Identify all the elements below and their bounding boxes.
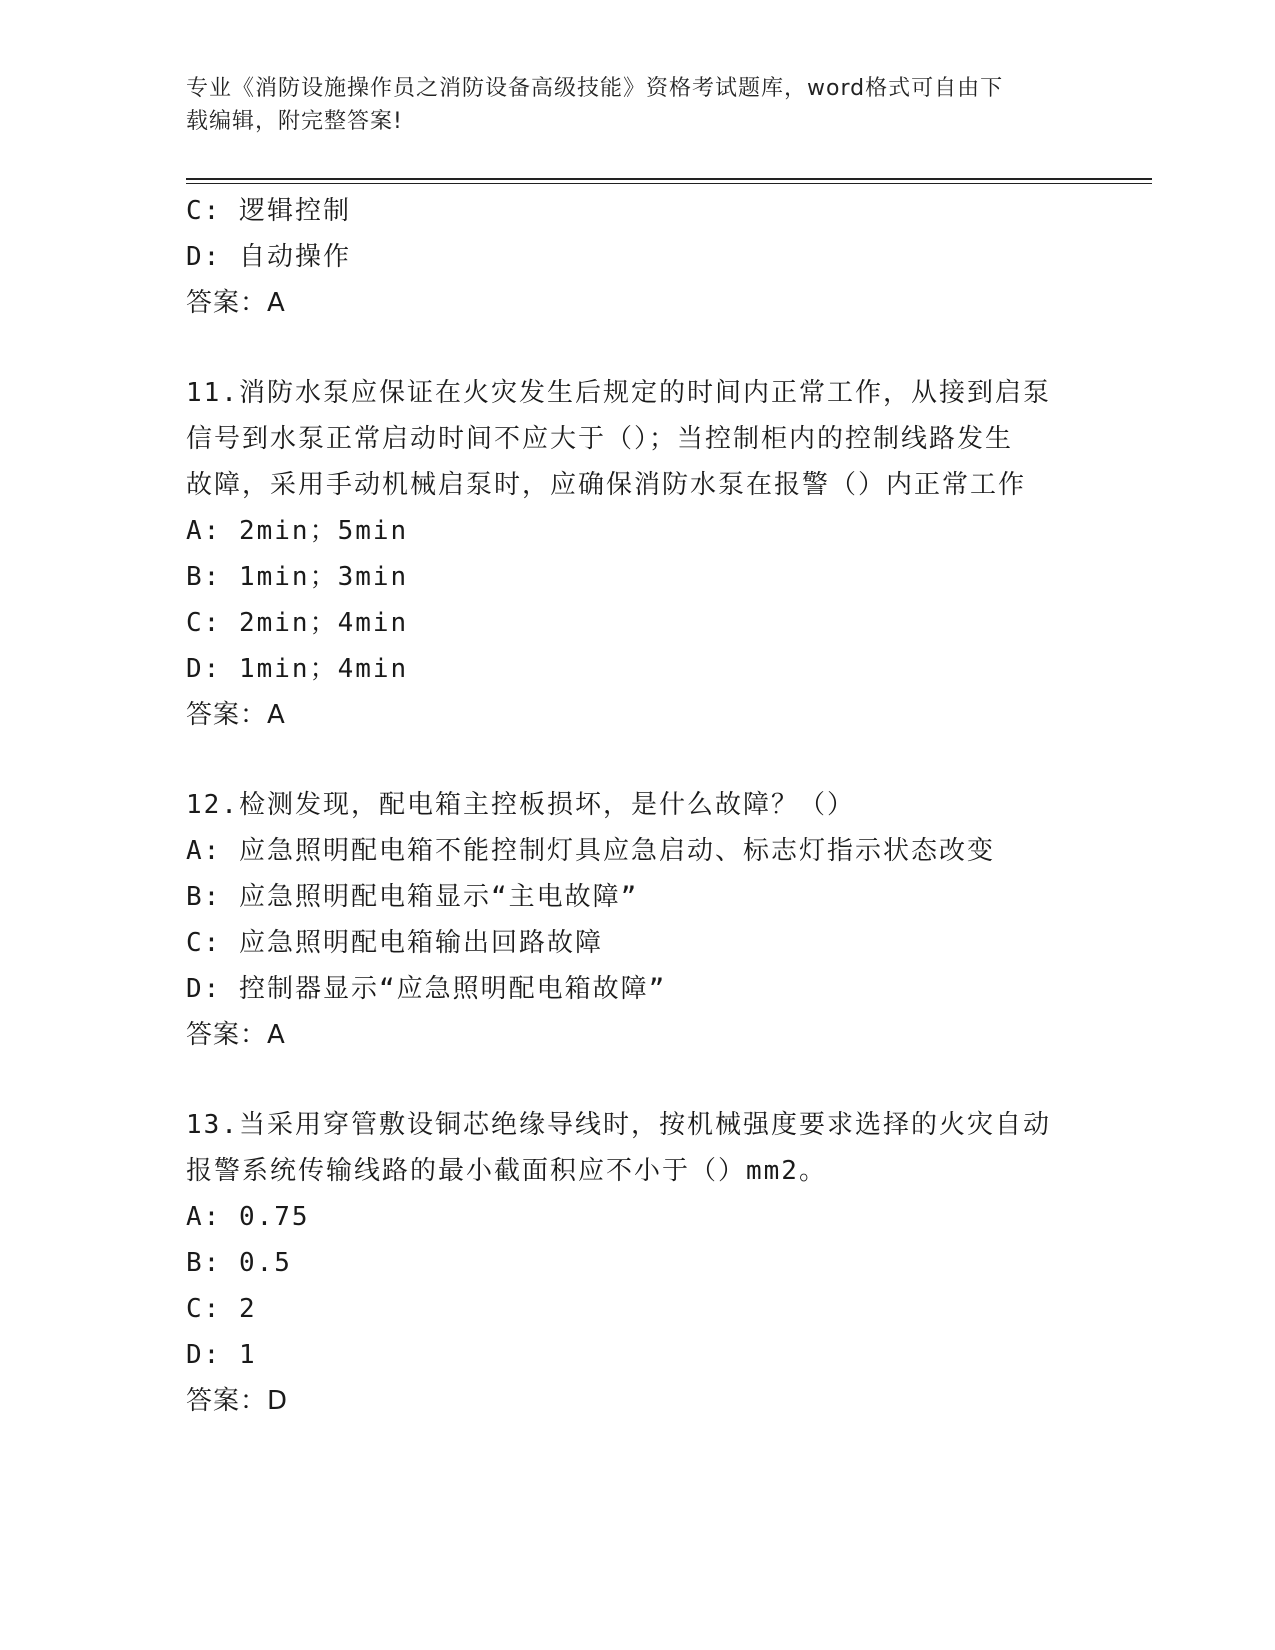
answer-line: 答案：A <box>186 1020 286 1050</box>
question-list <box>186 188 1086 1424</box>
option-a: A: 0.75 <box>186 1202 310 1232</box>
question-12 <box>186 782 1086 1058</box>
answer-line: 答案：A <box>186 700 286 730</box>
answer-line: 答案：D <box>186 1386 289 1416</box>
option-d: D: 1min；4min <box>186 654 409 684</box>
question-stem-line: 信号到水泵正常启动时间不应大于（）；当控制柜内的控制线路发生 <box>186 424 1014 454</box>
question-stem-line: 11.消防水泵应保证在火灾发生后规定的时间内正常工作，从接到启泵 <box>186 378 1051 408</box>
question-stem-line: 13.当采用穿管敷设铜芯绝缘导线时，按机械强度要求选择的火灾自动 <box>186 1110 1051 1140</box>
option-d: D: 控制器显示“应急照明配电箱故障” <box>186 974 667 1004</box>
spacer <box>186 326 1086 370</box>
spacer <box>186 1058 1086 1102</box>
question-11 <box>186 370 1086 738</box>
question-stem-line: 报警系统传输线路的最小截面积应不小于（）mm2。 <box>186 1156 827 1186</box>
option-c: C: 2min；4min <box>186 608 409 638</box>
option-a: A: 2min；5min <box>186 516 409 546</box>
option-c: C: 逻辑控制 <box>186 196 351 226</box>
option-b: B: 1min；3min <box>186 562 409 592</box>
question-13 <box>186 1102 1086 1424</box>
answer-line: 答案：A <box>186 288 286 318</box>
question-stem-line: 12.检测发现，配电箱主控板损坏，是什么故障？（） <box>186 790 855 820</box>
document-header <box>186 72 1066 138</box>
option-a: A: 应急照明配电箱不能控制灯具应急启动、标志灯指示状态改变 <box>186 836 995 866</box>
header-divider <box>186 178 1152 180</box>
previous-question-tail <box>186 188 1086 326</box>
header-line-2: 载编辑，附完整答案! <box>186 109 403 134</box>
option-d: D: 1 <box>186 1340 257 1370</box>
question-stem-line: 故障，采用手动机械启泵时，应确保消防水泵在报警（）内正常工作 <box>186 470 1027 500</box>
header-divider-thin <box>186 183 1152 184</box>
option-c: C: 2 <box>186 1294 257 1324</box>
option-b: B: 0.5 <box>186 1248 292 1278</box>
header-line-1: 专业《消防设施操作员之消防设备高级技能》资格考试题库，word格式可自由下 <box>186 76 1004 101</box>
option-c: C: 应急照明配电箱输出回路故障 <box>186 928 603 958</box>
option-d: D: 自动操作 <box>186 242 351 272</box>
spacer <box>186 738 1086 782</box>
option-b: B: 应急照明配电箱显示“主电故障” <box>186 882 639 912</box>
